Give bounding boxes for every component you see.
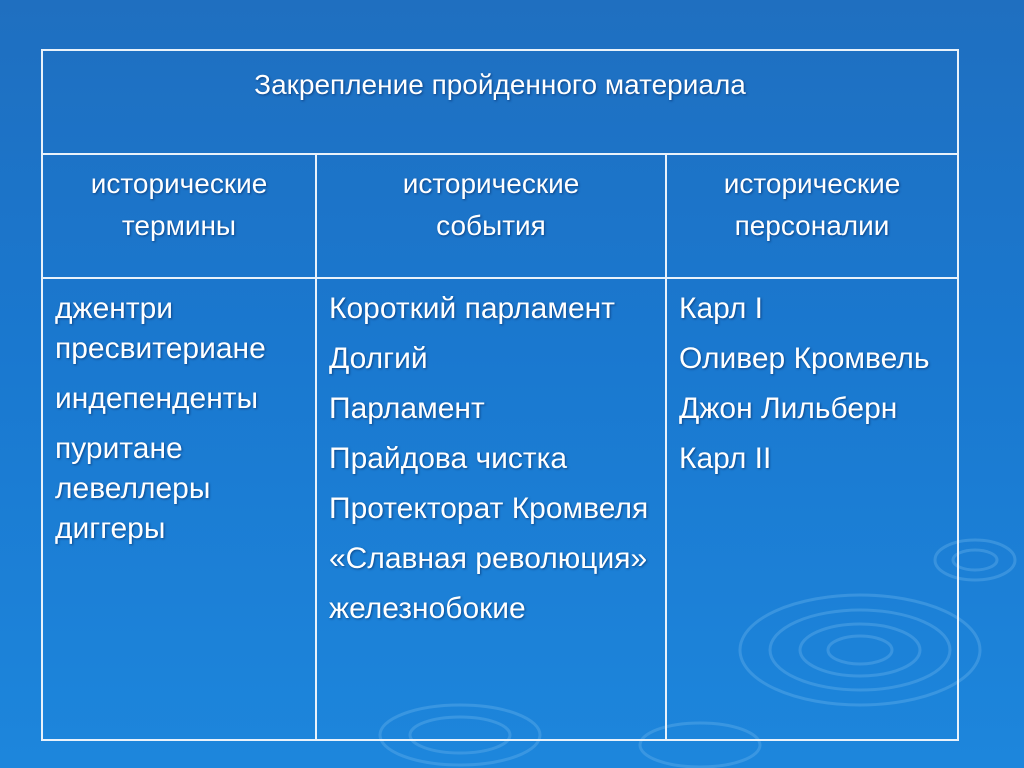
event-item: «Славная революция»: [329, 542, 648, 575]
header-persons: исторические персоналии: [723, 168, 901, 241]
header-row: [42, 154, 958, 278]
header-cell-terms: [42, 154, 316, 278]
term-item: пуритане: [55, 432, 183, 465]
person-item: Карл II: [679, 442, 772, 475]
event-item: Долгий: [329, 342, 428, 375]
summary-table: [41, 49, 959, 741]
person-item: Джон Лильберн: [679, 392, 898, 425]
table-title: Закрепление пройденного материала: [254, 69, 746, 100]
event-item: Протекторат Кромвеля: [329, 492, 649, 525]
title-row: [42, 50, 958, 154]
header-cell-events: [316, 154, 666, 278]
term-item: левеллеры: [55, 472, 211, 505]
event-item: Прайдова чистка: [329, 442, 568, 475]
person-item: Карл I: [679, 292, 763, 325]
event-item: Короткий парламент: [329, 292, 615, 325]
header-events: исторические события: [402, 168, 580, 241]
event-item: Парламент: [329, 392, 485, 425]
term-item: индепенденты: [55, 382, 259, 415]
terms-column: [42, 278, 316, 740]
person-item: Оливер Кромвель: [679, 342, 930, 375]
term-item: джентри: [55, 292, 174, 325]
table-title-cell: [42, 50, 958, 154]
content-row: [42, 278, 958, 740]
persons-column: [666, 278, 958, 740]
term-item: пресвитериане: [55, 332, 266, 365]
event-item: железнобокие: [329, 592, 526, 625]
header-terms: исторические термины: [90, 168, 268, 241]
header-cell-persons: [666, 154, 958, 278]
events-column: [316, 278, 666, 740]
term-item: диггеры: [55, 512, 166, 545]
